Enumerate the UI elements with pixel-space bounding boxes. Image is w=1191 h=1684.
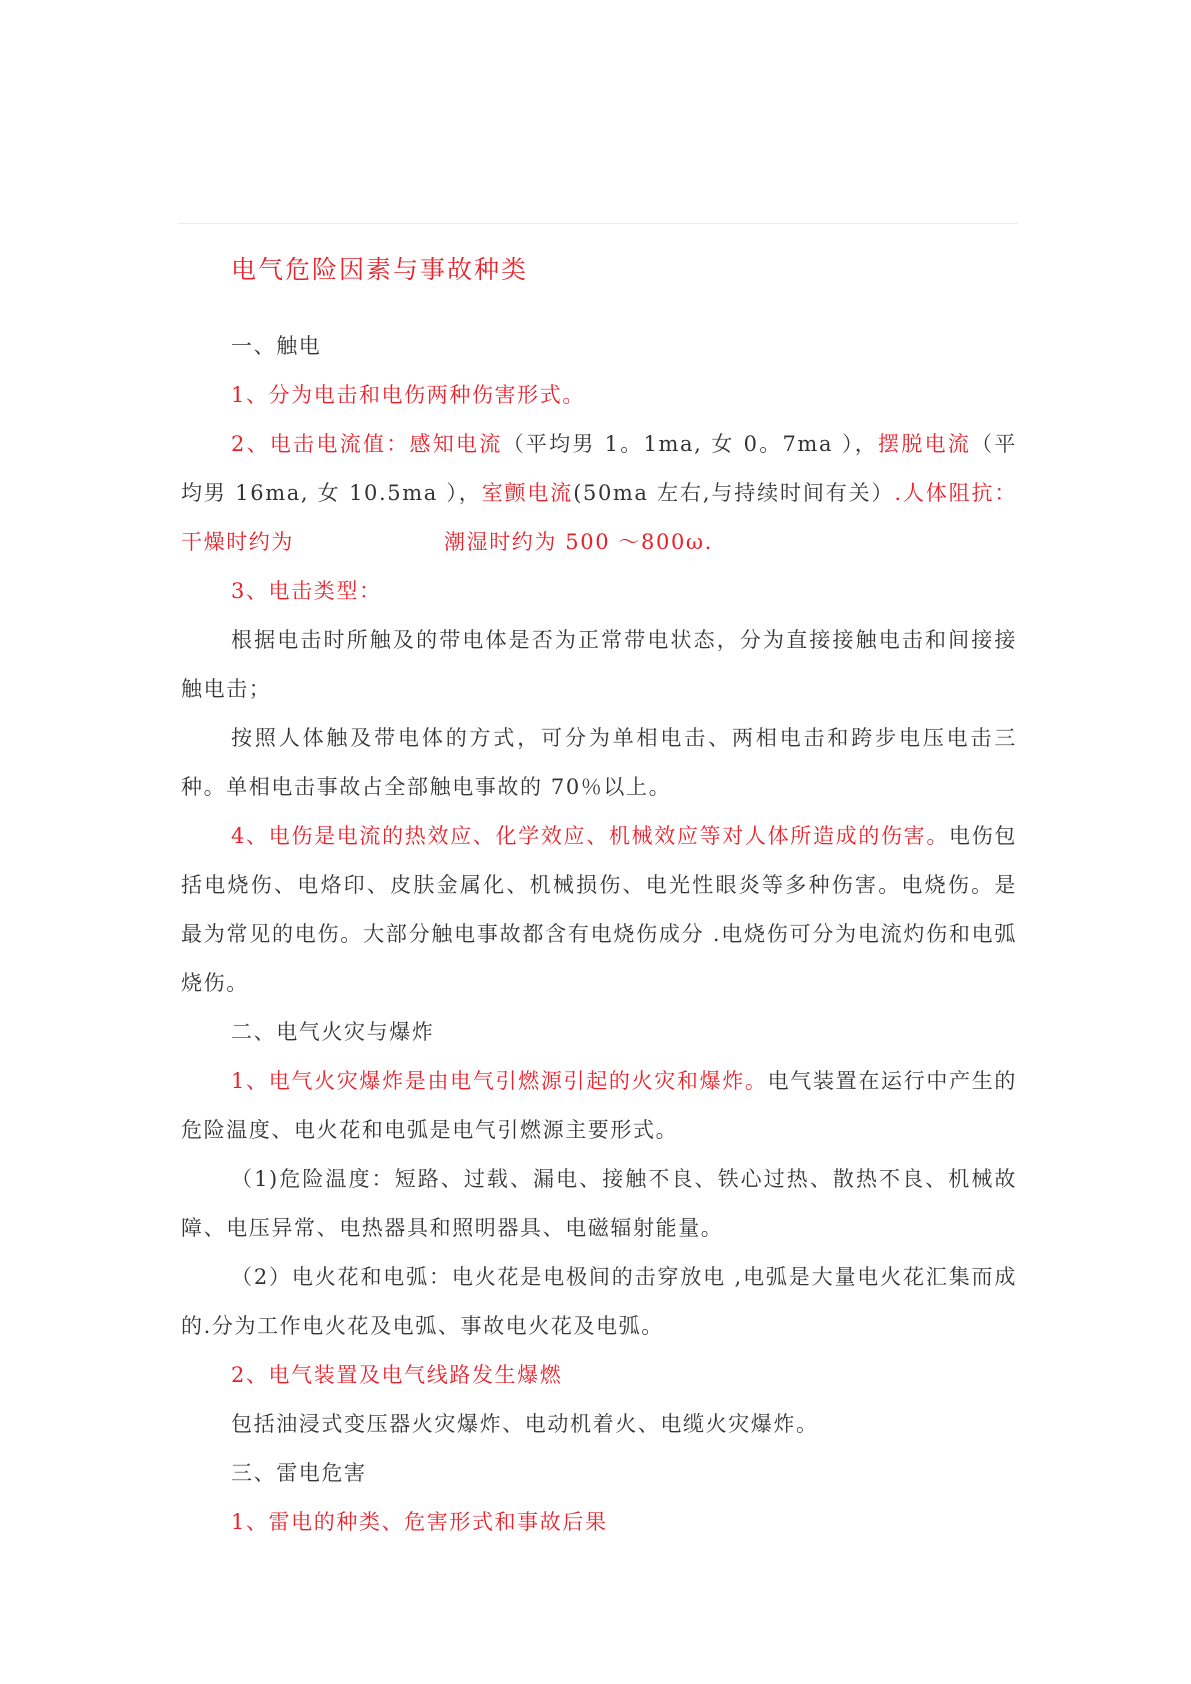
- paragraph-fire-source: [181, 1057, 1017, 1155]
- text-injury-definition: 4、电伤是电流的热效应、化学效应、机械效应等对人体所造成的伤害。: [231, 824, 950, 848]
- text-let-go-values: （平均男 16ma, 女 10.5ma ），: [181, 432, 1018, 505]
- paragraph-contact-methods: 按照人体触及带电体的方式，可分为单相电击、两相电击和跨步电压电击三种。单相电击事故占全部触电事故的 70％以上。: [181, 726, 1017, 799]
- paragraph-deflagration-heading: 2、电气装置及电气线路发生爆燃: [231, 1363, 563, 1387]
- paragraph-spark-arc: （2）电火花和电弧：电火花是电极间的击穿放电 ,电弧是大量电火花汇集而成的.分为工作电火花及电弧、事故电火花及电弧。: [181, 1265, 1017, 1338]
- paragraph-deflagration-types: 包括油浸式变压器火灾爆炸、电动机着火、电缆火灾爆炸。: [231, 1412, 819, 1436]
- paragraph-lightning-types: 1、雷电的种类、危害形式和事故后果: [231, 1510, 608, 1534]
- paragraph-shock-types-heading: 3、电击类型：: [231, 579, 382, 603]
- paragraph-electric-injury: [181, 812, 1017, 1008]
- section-heading-lightning: 三、雷电危害: [231, 1461, 367, 1485]
- paragraph-shock-forms: 1、分为电击和电伤两种伤害形式。: [231, 383, 585, 407]
- section-heading-fire-explosion: 二、电气火灾与爆炸: [231, 1020, 435, 1044]
- document-body: [181, 250, 1017, 1547]
- label-current-values: 2、电击电流值：感知电流: [231, 432, 503, 456]
- text-fibrillation-values: (50ma 左右,与持续时间有关）: [573, 481, 895, 505]
- text-body-impedance-dry: .人体阻抗：干燥时约为: [181, 481, 1017, 554]
- text-body-impedance-wet: 潮湿时约为 500 ～800ω.: [444, 530, 713, 554]
- paragraph-shock-current: [181, 420, 1017, 567]
- section-heading-electric-shock: 一、触电: [231, 334, 322, 358]
- document-title: 电气危险因素与事故种类: [231, 255, 529, 284]
- label-fibrillation-current: 室颤电流: [481, 481, 574, 505]
- label-let-go-current: 摆脱电流: [878, 432, 972, 456]
- paragraph-direct-indirect: 根据电击时所触及的带电体是否为正常带电状态，分为直接接触电击和间接接触电击；: [181, 628, 1017, 701]
- text-injury-details: 电伤包括电烧伤、电烙印、皮肤金属化、机械损伤、电光性眼炎等多种伤害。电烧伤。是最为常见的电伤。大部分触电事故都含有电烧伤成分 .电烧伤可分为电流灼伤和电弧烧伤。: [181, 824, 1017, 995]
- text-fire-forms: 电气装置在运行中产生的危险温度、电火花和电弧是电气引燃源主要形式。: [181, 1069, 1017, 1142]
- paragraph-dangerous-temperature: （1)危险温度：短路、过载、漏电、接触不良、铁心过热、散热不良、机械故障、电压异常、电热器具和照明器具、电磁辐射能量。: [181, 1167, 1017, 1240]
- text-fire-definition: 1、电气火灾爆炸是由电气引燃源引起的火灾和爆炸。: [231, 1069, 768, 1093]
- text-perception-values: （平均男 1。1ma, 女 0。7ma ），: [502, 432, 879, 456]
- top-divider: [178, 223, 1018, 224]
